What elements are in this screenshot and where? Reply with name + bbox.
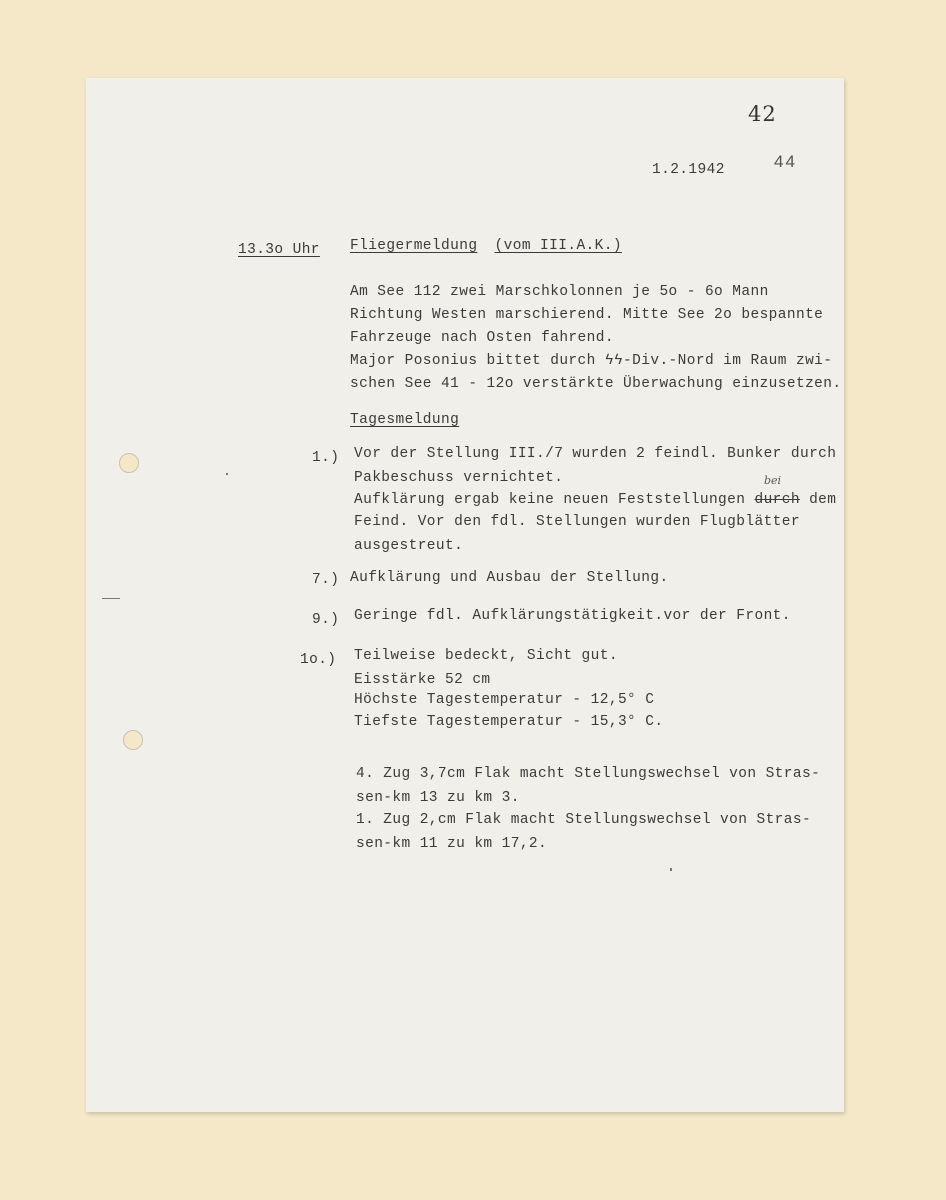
struck-word: durch bbox=[754, 492, 800, 508]
item-line: Vor der Stellung III./7 wurden 2 feindl. Bunker durch bbox=[354, 446, 837, 462]
item-line: Feind. Vor den fdl. Stellungen wurden Flugblätter bbox=[354, 514, 800, 530]
entry-line: Richtung Westen marschierend. Mitte See 2o bespannte bbox=[350, 307, 824, 323]
margin-dot bbox=[226, 473, 228, 475]
item-line: Höchste Tagestemperatur - 12,5° C bbox=[354, 692, 655, 708]
item-line: Aufklärung und Ausbau der Stellung. bbox=[350, 570, 669, 586]
tagesmeldung-heading: Tagesmeldung bbox=[350, 412, 460, 428]
entry-heading-source: (vom III.A.K.) bbox=[494, 238, 622, 254]
entry-heading bbox=[350, 238, 622, 254]
item-number: 9.) bbox=[312, 612, 340, 628]
entry-time: 13.3o Uhr bbox=[238, 242, 320, 258]
ink-speck bbox=[670, 868, 672, 871]
item-number: 1.) bbox=[312, 450, 340, 466]
entry-heading-title: Fliegermeldung bbox=[350, 238, 478, 254]
flak-line: sen-km 13 zu km 3. bbox=[356, 790, 520, 806]
handwritten-correction: bei bbox=[764, 474, 782, 487]
entry-line: schen See 41 - 12o verstärkte Überwachung einzusetzen. bbox=[350, 376, 842, 392]
item-line: Eisstärke 52 cm bbox=[354, 672, 491, 688]
item-line-text: Aufklärung ergab keine neuen Feststellungen bbox=[354, 492, 755, 508]
item-line: Tiefste Tagestemperatur - 15,3° C. bbox=[354, 714, 664, 730]
archive-number: 42 bbox=[748, 102, 777, 126]
document-date: 1.2.1942 bbox=[652, 162, 725, 178]
margin-mark bbox=[102, 598, 120, 599]
item-number: 1o.) bbox=[300, 652, 337, 668]
page-number: 44 bbox=[774, 152, 797, 171]
item-line: Pakbeschuss vernichtet. bbox=[354, 470, 564, 486]
entry-line: Major Posonius bittet durch ϟϟ-Div.-Nord im Raum zwi- bbox=[350, 353, 833, 369]
flak-line: 1. Zug 2,cm Flak macht Stellungswechsel von Stras- bbox=[356, 812, 812, 828]
punch-hole-bottom bbox=[123, 730, 143, 750]
item-line: Teilweise bedeckt, Sicht gut. bbox=[354, 648, 618, 664]
item-line-text: dem bbox=[799, 492, 837, 508]
flak-line: 4. Zug 3,7cm Flak macht Stellungswechsel von Stras- bbox=[356, 766, 821, 782]
flak-line: sen-km 11 zu km 17,2. bbox=[356, 836, 548, 852]
item-line: Geringe fdl. Aufklärungstätigkeit.vor der Front. bbox=[354, 608, 791, 624]
item-line-corrected bbox=[354, 492, 836, 508]
item-number: 7.) bbox=[312, 572, 340, 588]
document-page bbox=[86, 78, 844, 1112]
item-line: ausgestreut. bbox=[354, 538, 464, 554]
entry-line: Fahrzeuge nach Osten fahrend. bbox=[350, 330, 614, 346]
punch-hole-top bbox=[119, 453, 139, 473]
entry-line: Am See 112 zwei Marschkolonnen je 5o - 6o Mann bbox=[350, 284, 769, 300]
